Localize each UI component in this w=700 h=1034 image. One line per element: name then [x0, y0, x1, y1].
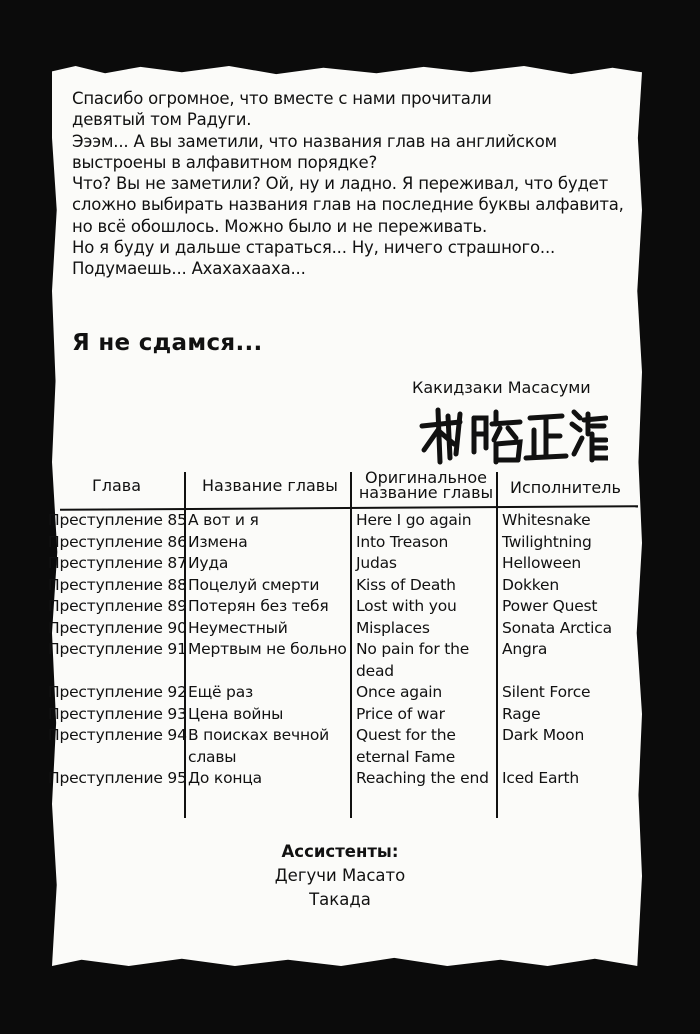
- table-cell-original: eternal Fame: [356, 747, 456, 766]
- intro-line: девятый том Радуги.: [72, 110, 252, 130]
- author-name: Какидзаки Масасуми: [412, 378, 591, 397]
- table-cell-artist: Rage: [502, 704, 541, 723]
- table-cell-chapter: Преступление 85: [48, 511, 187, 529]
- table-cell-artist: Power Quest: [502, 597, 598, 615]
- table-cell-chapter: Преступление 92: [48, 683, 187, 701]
- table-cell-chapter: Преступление 90: [48, 618, 187, 637]
- table-cell-chapter: Преступление 95: [48, 769, 187, 787]
- table-cell-title: Ещё раз: [188, 683, 254, 701]
- credits-name: Дегучи Масато: [274, 866, 406, 885]
- intro-line: но всё обошлось. Можно было и не переживать.: [72, 216, 488, 236]
- table-cell-title: Измена: [188, 532, 248, 551]
- table-cell-chapter: Преступление 91: [48, 640, 187, 658]
- table-cell-original: Judas: [356, 554, 397, 572]
- table-cell-original: Misplaces: [356, 618, 430, 637]
- table-cell-chapter: Преступление 93: [48, 704, 187, 723]
- table-cell-artist: Whitesnake: [502, 511, 591, 529]
- table-cell-original: Once again: [356, 683, 442, 701]
- table-cell-original: Into Treason: [356, 532, 449, 551]
- table-cell-title: Мертвым не больно: [188, 640, 347, 658]
- table-header-chapter: Глава: [92, 476, 142, 495]
- signature-image: [416, 404, 608, 468]
- table-column-divider: [350, 472, 352, 818]
- table-cell-artist: Iced Earth: [502, 769, 579, 787]
- table-cell-chapter: Преступление 87: [48, 554, 187, 572]
- table-cell-title: До конца: [188, 769, 262, 787]
- table-header-title: Название главы: [202, 476, 338, 495]
- intro-line: выстроены в алфавитном порядке?: [72, 152, 378, 172]
- table-cell-title: Поцелуй смерти: [188, 575, 320, 594]
- table-cell-title: Иуда: [188, 554, 229, 572]
- table-cell-artist: Twilightning: [502, 532, 592, 551]
- intro-line: сложно выбирать названия глав на последние буквы алфавита,: [72, 195, 624, 215]
- table-cell-chapter: Преступление 94: [48, 726, 187, 744]
- page-heading: Я не сдамся...: [72, 330, 263, 356]
- table-cell-title: Неуместный: [188, 618, 288, 637]
- intro-line: Подумаешь... Ахахахааха...: [72, 259, 306, 279]
- table-header-artist: Исполнитель: [510, 478, 621, 497]
- table-cell-original: dead: [356, 661, 394, 680]
- table-cell-artist: Dokken: [502, 575, 559, 594]
- table-cell-original: Kiss of Death: [356, 575, 456, 594]
- table-cell-original: Quest for the: [356, 726, 456, 744]
- table-column-divider: [496, 472, 498, 818]
- table-cell-chapter: Преступление 89: [48, 597, 187, 615]
- table-cell-title: А вот и я: [188, 511, 259, 529]
- intro-line: Спасибо огромное, что вместе с нами прочитали: [72, 89, 492, 108]
- credits-name: Такада: [309, 890, 371, 909]
- table-cell-title: Потерян без тебя: [188, 597, 329, 615]
- table-header-original-line2: название главы: [358, 483, 494, 502]
- credits-title: Ассистенты:: [281, 842, 399, 861]
- intro-text: [72, 88, 632, 280]
- intro-line: Но я буду и дальше стараться... Ну, ничего страшного...: [72, 238, 556, 258]
- table-cell-original: Here I go again: [356, 511, 472, 529]
- table-cell-title: славы: [188, 747, 237, 766]
- table-cell-chapter: Преступление 88: [48, 575, 187, 594]
- table-cell-chapter: Преступление 86: [48, 532, 187, 551]
- table-cell-artist: Sonata Arctica: [502, 618, 612, 637]
- intro-line: Что? Вы не заметили? Ой, ну и ладно. Я переживал, что будет: [72, 174, 609, 194]
- table-cell-original: No pain for the: [356, 640, 470, 658]
- table-cell-title: В поисках вечной: [188, 726, 330, 744]
- table-cell-original: Reaching the end: [356, 769, 489, 787]
- table-header-original-line1: Оригинальное: [365, 468, 487, 487]
- intro-line: Эээм... А вы заметили, что названия глав на английском: [72, 131, 557, 151]
- table-cell-artist: Dark Moon: [502, 726, 585, 744]
- table-cell-artist: Helloween: [502, 554, 582, 572]
- table-cell-original: Lost with you: [356, 597, 457, 615]
- table-cell-artist: Angra: [502, 640, 548, 658]
- table-cell-artist: Silent Force: [502, 683, 591, 701]
- table-cell-title: Цена войны: [188, 704, 284, 723]
- table-header-original: [358, 470, 494, 500]
- table-cell-original: Price of war: [356, 704, 445, 723]
